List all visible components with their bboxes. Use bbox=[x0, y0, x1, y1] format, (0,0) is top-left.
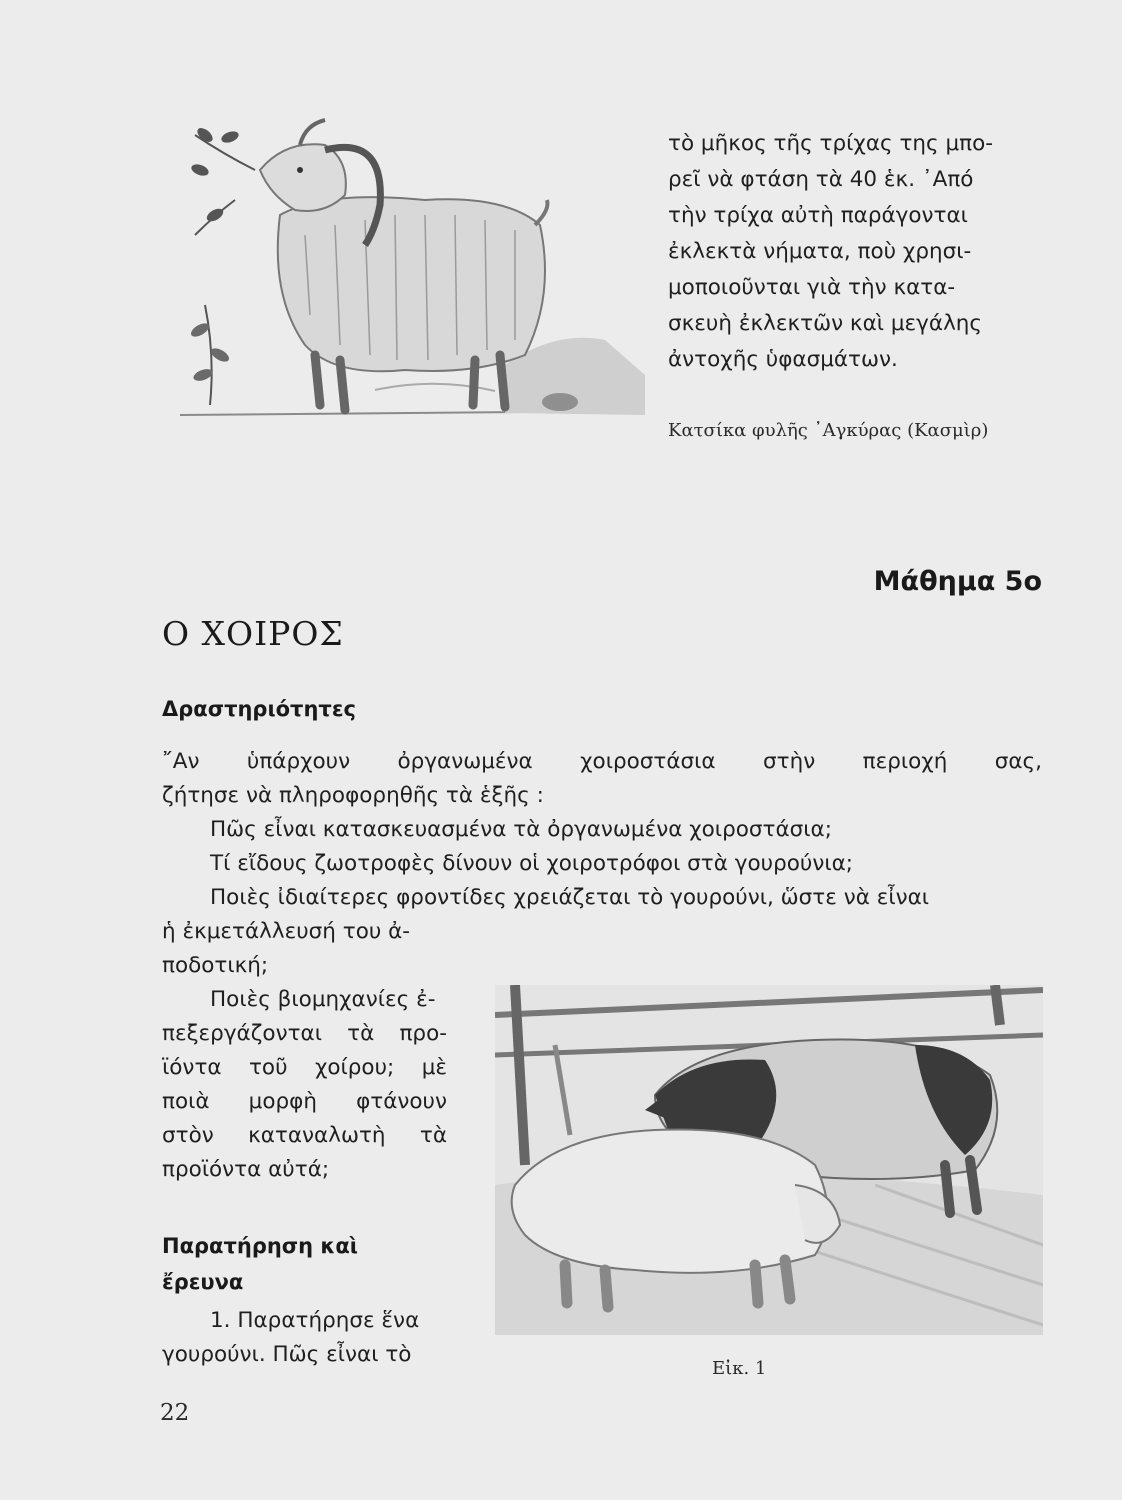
goat-text-line: τὸ μῆκος τῆς τρίχας της μπο- bbox=[668, 131, 994, 156]
activities-line: Ποιὲς ἰδιαίτερες φροντίδες χρειάζεται τὸ γουρούνι, ὥστε νὰ εἶναι bbox=[210, 885, 930, 910]
activities-line: ἡ ἐκμετάλλευσή του ἀ- bbox=[162, 919, 411, 944]
question-line: ποιὰ μορφὴ φτάνουν bbox=[162, 1089, 447, 1114]
question-line: προϊόντα αὐτά; bbox=[162, 1157, 330, 1182]
observation-heading-line: Παρατήρηση καὶ bbox=[162, 1234, 358, 1258]
pigs-drawing bbox=[495, 985, 1043, 1335]
goat-drawing bbox=[175, 115, 645, 435]
observation-heading-line: ἔρευνα bbox=[162, 1270, 244, 1294]
lesson-number: Μάθημα 5ο bbox=[873, 566, 1042, 597]
question-line: ϊόντα τοῦ χοίρου; μὲ bbox=[162, 1055, 447, 1080]
goat-text-line: ἀντοχῆς ὑφασμάτων. bbox=[668, 347, 898, 372]
activities-line: ποδοτική; bbox=[162, 953, 269, 978]
activities-line: ζήτησε νὰ πληροφορηθῆς τὰ ἑξῆς : bbox=[162, 783, 544, 808]
activities-line: Τί εἴδους ζωοτροφὲς δίνουν οἱ χοιροτρόφοι στὰ γουρούνια; bbox=[210, 851, 854, 876]
page-number: 22 bbox=[160, 1400, 190, 1426]
observation-heading bbox=[162, 1228, 358, 1300]
page-title: Ο ΧΟΙΡΟΣ bbox=[162, 614, 344, 653]
goat-caption: Κατσίκα φυλῆς ᾿Αγκύρας (Κασμὶρ) bbox=[668, 420, 989, 441]
activities-heading: Δραστηριότητες bbox=[162, 697, 356, 721]
angora-goat-illustration bbox=[175, 115, 645, 435]
figure-caption: Εἰκ. 1 bbox=[712, 1358, 767, 1379]
goat-text-line: ἐκλεκτὰ νήματα, ποὺ χρησι- bbox=[668, 239, 972, 264]
goat-text-line: σκευὴ ἐκλεκτῶν καὶ μεγάλης bbox=[668, 311, 983, 336]
activities-text bbox=[162, 745, 1042, 983]
pigs-illustration bbox=[495, 985, 1043, 1335]
goat-text-line: ρεῖ νὰ φτάση τὰ 40 ἑκ. ᾿Από bbox=[668, 167, 974, 192]
question-line: Ποιὲς βιομηχανίες ἐ- bbox=[210, 987, 436, 1012]
observation-line: 1. Παρατήρησε ἕνα bbox=[210, 1308, 420, 1333]
goat-text-line: μοποιοῦνται γιὰ τὴν κατα- bbox=[668, 275, 956, 300]
observation-line: γουρούνι. Πῶς εἶναι τὸ bbox=[162, 1342, 412, 1367]
question-line: πεξεργάζονται τὰ προ- bbox=[162, 1021, 447, 1046]
industries-question bbox=[162, 983, 447, 1187]
activities-line: ῎Αν ὑπάρχουν ὀργανωμένα χοιροστάσια στὴν περιοχή σας, bbox=[162, 749, 1042, 774]
goat-description bbox=[668, 126, 1046, 378]
observation-text bbox=[162, 1304, 447, 1372]
question-line: στὸν καταναλωτὴ τὰ bbox=[162, 1123, 447, 1148]
activities-line: Πῶς εἶναι κατασκευασμένα τὰ ὀργανωμένα χοιροστάσια; bbox=[210, 817, 832, 842]
goat-text-line: τὴν τρίχα αὐτὴ παράγονται bbox=[668, 203, 968, 228]
